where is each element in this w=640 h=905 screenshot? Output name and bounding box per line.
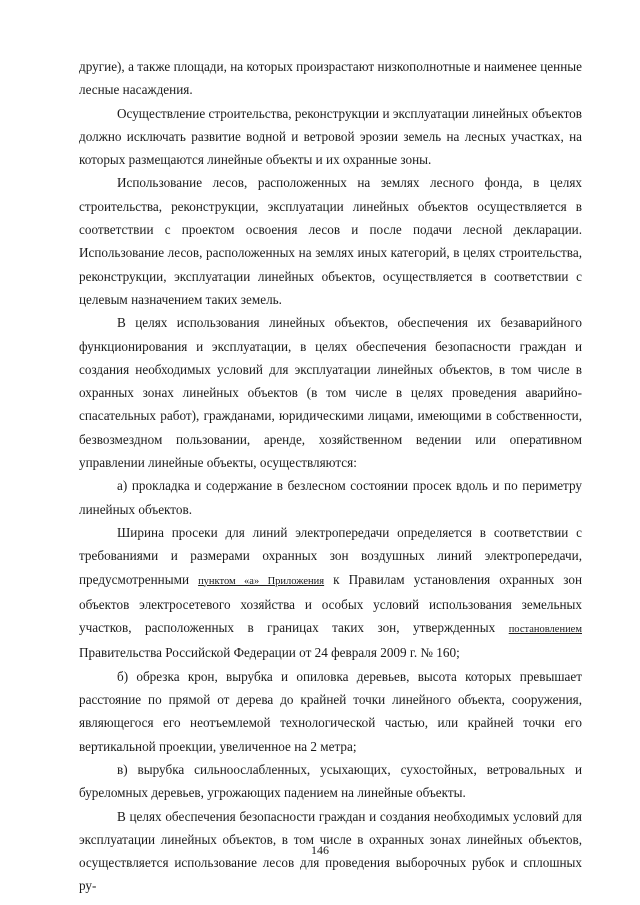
list-item-b: б) обрезка крон, вырубка и опиловка деревьев, высота которых превышает расстояние по прямой от дерева до крайней точки линейного объекта, сооружения, являющегося его неотъемлемой технологической частью, или крайней точки его вертикальной проекции, увеличенное на 2 метра; [79,668,582,754]
resolution-link[interactable]: постановлением [508,624,582,636]
paragraph-safety: В целях обеспечения безопасности граждан и создания необходимых условий для эксплуатации линейных объектов, в том числе в охранных зонах линейных объектов, осуществляется использование лесов для проведения выборочных рубок и сплошных ру- [79,808,582,894]
paragraph-clearing-width [79,521,582,665]
clearing-width-text-2: к Правилам установления охранных зон объектов электросетевого хозяйства и особых условий использования земельных участков, расположенных в границах таких зон, утвержденных [79,571,582,636]
list-item-a: а) прокладка и содержание в безлесном состоянии просек вдоль и по периметру линейных объектов. [79,478,582,517]
clearing-width-text-1: Ширина просеки для линий электропередачи определяется в соответствии с требованиями и размерами охранных зон воздушных линий электропередачи, предусмотренными [79,524,582,587]
page-number: 146 [311,843,329,857]
appendix-link[interactable]: пунктом «а» Приложения [198,575,325,587]
list-item-c: в) вырубка сильноослабленных, усыхающих, сухостойных, ветровальных и буреломных деревьев, угрожающих падением на линейные объекты. [79,761,582,801]
paragraph-linear-objects: В целях использования линейных объектов, обеспечения их безаварийного функционирования и эксплуатации, в целях обеспечения безопасности граждан и создания необходимых условий для эксплуатации линейных объектов, в том числе в охранных зонах линейных объектов (в том числе в целях проведения аварийно-спасательных работ), гражданами, юридическими лицами, имеющими в собственности, безвозмездном пользовании, аренде, хозяйственном ведении или оперативном управлении линейные объекты, осуществляются: [79,315,582,471]
paragraph-erosion: Осуществление строительства, реконструкции и эксплуатации линейных объектов должно исключать развитие водной и ветровой эрозии земель на лесных участках, на которых размещаются линейные объекты и их охранные зоны. [79,105,582,168]
body-text [79,55,582,898]
paragraph-forest-use: Использование лесов, расположенных на землях лесного фонда, в целях строительства, реконструкции, эксплуатации линейных объектов осуществляется в соответствии с проектом освоения лесов и после подачи лесной декларации. Использование лесов, расположенных на землях иных категорий, в целях строительства, реконструкции, эксплуатации линейных объектов, осуществляется в соответствии с целевым назначением таких земель. [79,175,582,307]
clearing-width-text-3: Правительства Российской Федерации от 24 февраля 2009 г. № 160; [79,645,460,661]
paragraph-continuation: другие), а также площади, на которых произрастают низкополнотные и наименее ценные лесные насаждения. [79,59,582,98]
